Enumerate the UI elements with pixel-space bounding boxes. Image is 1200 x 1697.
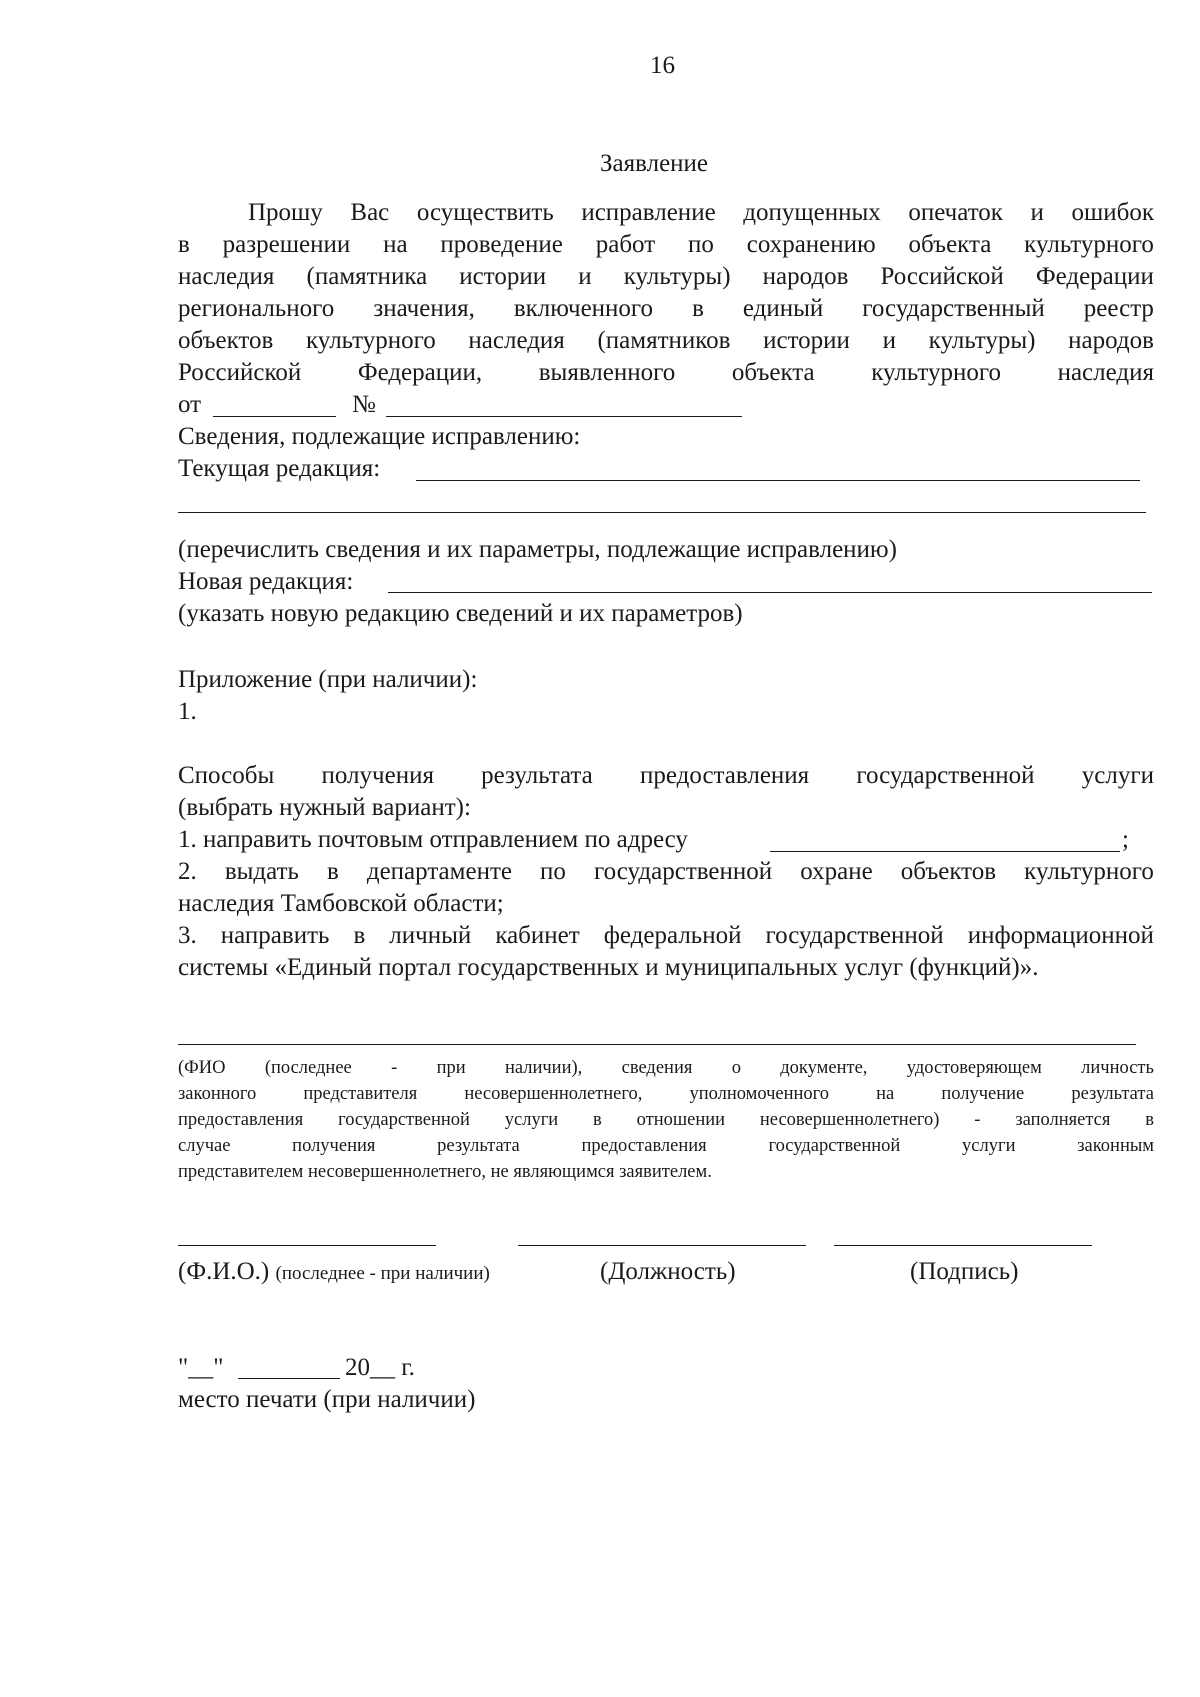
word: объекта — [908, 231, 992, 258]
word: истории — [763, 327, 850, 354]
date-month-blank[interactable] — [238, 1378, 340, 1379]
word: документе, — [780, 1058, 868, 1078]
word: отношении — [636, 1110, 726, 1130]
word: культуры) — [928, 327, 1036, 354]
word: предоставления — [178, 1110, 304, 1130]
word: и — [882, 327, 896, 354]
word: при — [436, 1058, 466, 1078]
method-2-line-2: наследия Тамбовской области; — [178, 890, 504, 917]
word: законным — [1077, 1136, 1154, 1156]
word: на — [383, 231, 408, 258]
word: наследия — [468, 327, 565, 354]
position-blank[interactable] — [518, 1245, 806, 1246]
word: в — [593, 1110, 602, 1130]
word: услуги — [1081, 762, 1154, 789]
method-3-line-1 — [178, 920, 1154, 952]
word: истории — [459, 263, 547, 290]
word: народов — [762, 263, 849, 290]
paragraph-line-3 — [178, 261, 1154, 293]
date-blank[interactable] — [213, 416, 336, 417]
word: - — [391, 1058, 398, 1078]
methods-line-1 — [178, 760, 1154, 792]
word: включенного — [513, 295, 654, 322]
fio-signature-blank[interactable] — [178, 1245, 436, 1246]
word: Способы — [178, 762, 275, 789]
corrections-label: Сведения, подлежащие исправлению: — [178, 423, 581, 450]
word: охране — [800, 858, 873, 885]
word: случае — [178, 1136, 231, 1156]
word: единый — [742, 295, 824, 322]
word: работ — [595, 231, 656, 258]
document-title: Заявление — [600, 150, 709, 177]
word: государственной — [765, 922, 944, 949]
word: предоставления — [639, 762, 810, 789]
note-line-3 — [178, 1107, 1154, 1133]
word: государственный — [862, 295, 1045, 322]
word: объекта — [731, 359, 815, 386]
note-line-1 — [178, 1055, 1154, 1081]
word: государственной — [338, 1110, 470, 1130]
word: направить — [220, 922, 330, 949]
word: в — [178, 231, 190, 258]
word: о — [731, 1058, 741, 1078]
word: культурного — [871, 359, 1001, 386]
word: заполняется — [1015, 1110, 1111, 1130]
word: и — [1030, 199, 1044, 226]
word: Вас — [350, 199, 390, 226]
current-edition-label: Текущая редакция: — [178, 455, 381, 482]
word: допущенных — [743, 199, 881, 226]
note-line-4 — [178, 1133, 1154, 1159]
word: результата — [437, 1136, 520, 1156]
date-day: "__" — [178, 1354, 224, 1381]
paragraph-line-6 — [178, 357, 1154, 389]
word: удостоверяющем — [906, 1058, 1042, 1078]
word: в — [326, 858, 339, 885]
word: (ФИО — [178, 1058, 226, 1078]
word: личность — [1081, 1058, 1154, 1078]
word: культуры) — [623, 263, 731, 290]
word: регионального — [178, 295, 335, 322]
word: департаменте — [366, 858, 512, 885]
signature-blank[interactable] — [834, 1245, 1092, 1246]
word: и — [578, 263, 592, 290]
date-year: 20__ г. — [345, 1354, 415, 1381]
word: в — [1145, 1110, 1154, 1130]
word: культурного — [1024, 858, 1154, 885]
new-edition-hint: (указать новую редакцию сведений и их параметров) — [178, 600, 743, 627]
word: услуги — [504, 1110, 559, 1130]
page-number: 16 — [650, 52, 675, 79]
paragraph-line-5 — [178, 325, 1154, 357]
word: получение — [941, 1084, 1025, 1104]
word: осуществить — [416, 199, 554, 226]
word: получения — [321, 762, 434, 789]
word: реестр — [1083, 295, 1154, 322]
word: несовершеннолетнего, — [464, 1084, 643, 1104]
attachment-item: 1. — [178, 698, 197, 725]
fio-label: (Ф.И.О.) — [178, 1258, 270, 1285]
word: (памятника — [306, 263, 428, 290]
word: 3. — [178, 922, 197, 949]
word: результата — [1071, 1084, 1154, 1104]
note-line-5: представителем несовершеннолетнего, не являющимся заявителем. — [178, 1162, 712, 1182]
word: выдать — [224, 858, 299, 885]
word: федеральной — [603, 922, 742, 949]
current-edition-blank[interactable] — [416, 480, 1140, 481]
word: наличии), — [504, 1058, 583, 1078]
word: разрешении — [222, 231, 351, 258]
word: наследия — [1057, 359, 1154, 386]
word: Федерации — [1035, 263, 1154, 290]
word: в — [692, 295, 704, 322]
word: по — [687, 231, 714, 258]
word: культурного — [306, 327, 436, 354]
method-3-line-2: системы «Единый портал государственных и муниципальных услуг (функций)». — [178, 954, 1039, 981]
word: по — [540, 858, 566, 885]
word: государственной — [768, 1136, 901, 1156]
word: наследия — [178, 263, 275, 290]
word: исправление — [581, 199, 716, 226]
word: Федерации, — [357, 359, 483, 386]
word: сведения — [621, 1058, 693, 1078]
word: услуги — [962, 1136, 1016, 1156]
method-2-line-1 — [178, 856, 1154, 888]
word: Российской — [178, 359, 302, 386]
paragraph-line-2 — [178, 229, 1154, 261]
word: культурного — [1024, 231, 1154, 258]
methods-line-2: (выбрать нужный вариант): — [178, 794, 471, 821]
word: объектов — [900, 858, 997, 885]
word: проведение — [440, 231, 563, 258]
word: (последнее — [264, 1058, 352, 1078]
word: Российской — [880, 263, 1004, 290]
word: опечаток — [908, 199, 1003, 226]
word: законного — [178, 1084, 257, 1104]
fio-caption — [178, 1256, 490, 1290]
word: на — [876, 1084, 895, 1104]
word: 2. — [178, 858, 197, 885]
position-caption: (Должность) — [600, 1258, 736, 1285]
current-edition-blank-2[interactable] — [178, 512, 1146, 513]
stamp-label: место печати (при наличии) — [178, 1386, 476, 1413]
word: - — [974, 1110, 981, 1130]
word: в — [353, 922, 366, 949]
word: получения — [292, 1136, 376, 1156]
current-edition-hint: (перечислить сведения и их параметры, подлежащие исправлению) — [178, 536, 897, 563]
word: народов — [1068, 327, 1154, 354]
word: кабинет — [495, 922, 580, 949]
word: ошибок — [1071, 199, 1154, 226]
signature-caption: (Подпись) — [910, 1258, 1019, 1285]
word: представителя — [303, 1084, 418, 1104]
from-label: от — [178, 391, 202, 418]
word: результата — [481, 762, 593, 789]
representative-blank[interactable] — [178, 1044, 1136, 1045]
new-edition-blank[interactable] — [388, 592, 1152, 593]
word: информационной — [967, 922, 1154, 949]
attachment-label: Приложение (при наличии): — [178, 666, 478, 693]
new-edition-label: Новая редакция: — [178, 568, 354, 595]
word: уполномоченного — [689, 1084, 830, 1104]
word: государственной — [856, 762, 1035, 789]
paragraph-line-1 — [248, 197, 1154, 229]
word: Прошу — [248, 199, 323, 226]
method-1: 1. направить почтовым отправлением по адресу — [178, 826, 688, 853]
paragraph-line-4 — [178, 293, 1154, 325]
number-blank[interactable] — [386, 416, 742, 417]
word: несовершеннолетнего) — [759, 1110, 940, 1130]
note-line-2 — [178, 1081, 1154, 1107]
word: сохранению — [746, 231, 876, 258]
word: личный — [389, 922, 472, 949]
word: государственной — [593, 858, 773, 885]
word: значения, — [373, 295, 475, 322]
postal-address-blank[interactable] — [770, 851, 1120, 852]
number-sign: № — [352, 391, 376, 418]
word: выявленного — [538, 359, 676, 386]
word: объектов — [178, 327, 274, 354]
word: предоставления — [581, 1136, 707, 1156]
method-1-end: ; — [1122, 826, 1129, 853]
fio-note: (последнее - при наличии) — [275, 1263, 490, 1284]
word: (памятников — [597, 327, 731, 354]
